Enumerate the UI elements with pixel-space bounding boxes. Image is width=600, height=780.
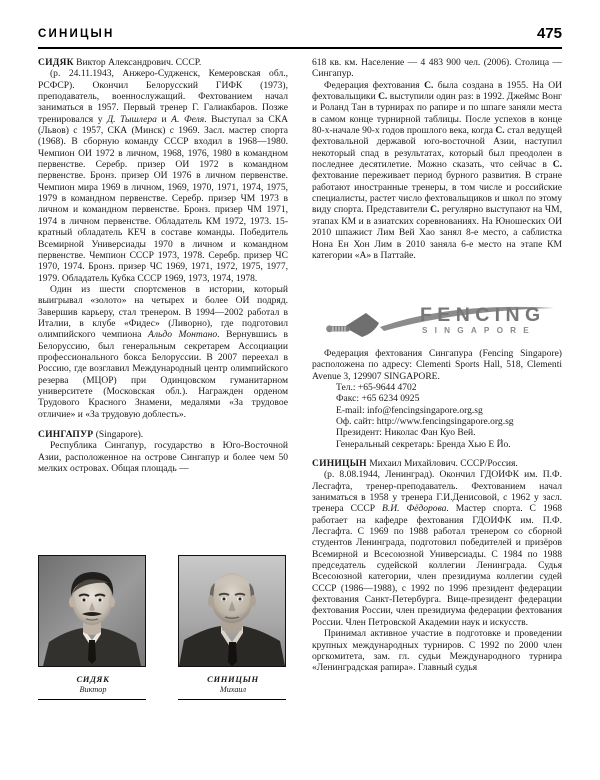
entry-sinitsyn-paragraph-2: Принимал активное участие в подготовке и проведении крупных международных турниров. С 1992 по 2000 член оргкомитета, зам. гл. судьи Международного турнира «Ленинградская рапира». Главный судья bbox=[312, 628, 562, 674]
portrait-caption-lastname: СИДЯК bbox=[76, 674, 110, 684]
running-head bbox=[38, 25, 562, 54]
singapore-federation-paragraph bbox=[312, 80, 562, 262]
entry-sidyak-headword-line bbox=[38, 57, 288, 68]
portrait-caption-rule bbox=[38, 699, 146, 700]
right-column-top bbox=[312, 57, 562, 289]
sg-abbrev-1: С. bbox=[424, 79, 434, 91]
portrait-sinitsyn bbox=[178, 555, 286, 667]
page-number: 475 bbox=[536, 25, 562, 42]
contact-website[interactable]: Оф. сайт: http://www.fencingsingapore.org.sg bbox=[336, 416, 514, 428]
entry-singapore-body: Республика Сингапур, государство в Юго-Восточной Азии, расположенное на острове Сингапур и более чем 50 мелких островах. Общая площадь — bbox=[38, 440, 288, 475]
portrait-caption-rule bbox=[178, 699, 286, 700]
portrait-sidyak-image bbox=[39, 556, 145, 666]
contact-phone: Тел.: +65-9644 4702 bbox=[336, 382, 417, 394]
entry-sidyak-coach-2: А. Феля bbox=[171, 113, 205, 125]
entry-sinitsyn-coach: В.И. Фёдорова bbox=[382, 503, 447, 515]
entry-sinitsyn-body-part2: . Мастер спорта. С 1968 работает на кафедре фехтования ГДОИФК им. П.Ф. Лесгафта. С 1969 по 1988 работал тренером со сборной студентов Ленинграда, подготовил победителей и призёров Всемирной и Всесоюзной Универсиады. С 1984 по 1988 председатель судейской коллегии Ленинграда. Судья Всесоюзной категории, член президиума коллегии судей СССР (1986—1988), с 1992 по 1996 президент федерации фехтования Санкт-Петербурга. Вице-президент федерации фехтования России, член президиума федерации фехтования России. Член Петровской Академии наук и искусств. bbox=[312, 503, 562, 628]
portrait-caption-lastname: СИНИЦЫН bbox=[207, 674, 259, 684]
entry-sinitsyn-headword-line bbox=[312, 458, 562, 469]
right-column-entry-sinitsyn bbox=[312, 458, 562, 674]
portrait-sinitsyn-image bbox=[179, 556, 285, 666]
sg-p2-c: выступили один раз: в 1992. Джеймс Вонг и Роланд Тан в турнирах по рапире и по шпаге заняли места в самом конце турнирной таблицы. После успехов в конце 80-х-начале 90-х годов прошлого века, когда bbox=[312, 91, 562, 137]
entry-singapore-headword: СИНГАПУР bbox=[38, 429, 94, 440]
entry-sinitsyn-body-part1: (р. 8.08.1944, Ленинград). Окончил ГДОИФК им. П.Ф. Лесгафта, тренер-преподаватель. Фехтованием начал заниматься в 1958 у тренера Г.И.Денисовой, с 1962 у засл. тренера СССР bbox=[312, 469, 562, 515]
entry-sidyak-p2-part2: . Вернувшись в Белоруссию, был генеральным секретарем Ассоциации профессионального бокса Белоруссии. В 2007 переехал в Россию, где возглавил Международный центр олимпийского резерва (МЦОР) при Одинцовском гуманитарном университете (Московская обл.). Награжден орденом Трудового Красного Знамени, медалями «За трудовое отличие» и «За трудовую доблесть». bbox=[38, 329, 288, 420]
federation-address: Федерация фехтования Сингапура (Fencing Singapore) расположена по адресу: Clementi Sports Hall, 518, Clementi Avenue 3, 129907 SINGAPORE. bbox=[312, 348, 562, 382]
portrait-cell-sinitsyn bbox=[178, 555, 288, 700]
entry-sidyak-p2-part1: Один из шести спортсменов в истории, который выигрывал «золото» на четырех и более ОИ подряд. Завершив карьеру, стал тренером. В 1994—2002 работал в Италии, в клубе «Фидес» (Ливорно), где подготовил олимпийского чемпиона bbox=[38, 283, 288, 341]
entry-sidyak-body-part1: (р. 24.11.1943, Анжеро-Судженск, Кемеровская обл., РСФСР). Окончил Белорусский ГИФК (1973), преподаватель, военнослужащий. Фехтованием начал заниматься в 1957. Первый тренер Г. Галиакбаров. Позже тренировался у bbox=[38, 68, 288, 125]
sg-abbrev-5: С. bbox=[430, 204, 440, 216]
fencing-singapore-logo bbox=[322, 297, 562, 345]
entry-sidyak-p2-athlete: Альдо Монтано bbox=[148, 329, 218, 341]
portrait-caption-firstname: Виктор bbox=[79, 684, 107, 694]
entry-sidyak-headword: СИДЯК bbox=[38, 57, 74, 68]
singapore-continuation: 618 кв. км. Население — 4 483 900 чел. (2006). Столица — Сингапур. bbox=[312, 57, 562, 80]
logo-wordmark: FENCING bbox=[420, 304, 546, 326]
entry-singapore-headword-rest: (Singapore). bbox=[93, 429, 144, 440]
entry-sinitsyn-body bbox=[312, 469, 562, 628]
entry-sidyak-body-part2: . Выступал за СКА (Львов) с 1957, СКА (Минск) с 1969. Засл. мастер спорта (1968). В сборную команду СССР входил в 1968—1980. Чемпион ОИ 1972 в личном, 1968, 1976, 1980 в командном первенстве. Серебр. призер ОИ 1972 в командном первенстве. Бронз. призер ОИ 1976 в личном первенстве. Чемпион мира 1969 в личном, 1969, 1970, 1971, 1974, 1975, 1979 в командном первенстве. Серебр. призер ЧМ 1973 в личном и командном первенстве. Бронз. призер ЧМ 1971, 1974 в личном первенстве. Обладатель КМ 1972, 1973. 15-кратный обладатель КЕЧ в составе команды. Победитель Всемирной Универсиады 1970 в личном и командном первенстве. Чемпион СССР 1973, 1978. Серебр. призер ЧС 1970, 1974. Бронз. призер ЧС 1969, 1971, 1972, 1975, 1977, 1979. Обладатель Кубка СССР 1969, 1973, 1974, 1978. bbox=[38, 113, 288, 284]
header-divider bbox=[38, 47, 562, 49]
portrait-caption-sidyak bbox=[38, 674, 148, 695]
entry-sinitsyn-headword-rest: Михаил Михайлович. СССР/Россия. bbox=[366, 458, 518, 469]
sg-p2-b: была создана в 1955. На ОИ фехтовальщики bbox=[312, 79, 562, 103]
entry-sidyak-headword-rest: Виктор Александрович. СССР. bbox=[73, 57, 202, 68]
contact-email[interactable]: E-mail: info@fencingsingapore.org.sg bbox=[336, 404, 483, 416]
sg-p2-e: фехтование переживает период бурного развития. В стране работают иностранные тренеры, в том числе и российские специалисты, растет число фехтовальщиков и школ по этому виду спорта. Представители bbox=[312, 170, 562, 216]
portrait-caption-firstname: Михаил bbox=[219, 684, 247, 694]
right-column-contacts bbox=[312, 348, 562, 450]
sg-abbrev-3: С. bbox=[495, 125, 505, 137]
portrait-caption-sinitsyn bbox=[178, 674, 288, 695]
entry-sidyak-coach-1: Д. Тышлера bbox=[107, 113, 157, 125]
portrait-sidyak bbox=[38, 555, 146, 667]
logo-subtitle: SINGAPORE bbox=[422, 326, 536, 335]
left-column bbox=[38, 57, 288, 474]
sg-abbrev-4: С. bbox=[552, 159, 562, 171]
entry-singapore-headword-line bbox=[38, 429, 288, 440]
entry-sidyak-body bbox=[38, 68, 288, 284]
sg-abbrev-2: С. bbox=[378, 91, 388, 103]
portrait-cell-sidyak bbox=[38, 555, 148, 700]
contact-secretary-general: Генеральный секретарь: Бренда Хью Е Йо. bbox=[336, 438, 511, 450]
sg-p2-f: регулярно выступают на ЧМ, этапах КМ и в азиатских соревнованиях. На Юношеских ОИ 2010 шпажист Лим Вей Хао занял 8-е место, а саблистка Нона Ен Хон Лим в 2010 заняла 6-е место на этапе КМ категории «А» в Паттайе. bbox=[312, 204, 562, 261]
entry-sidyak-body-mid: и bbox=[156, 113, 172, 125]
sg-p2-d: стал ведущей фехтовальной державой юго-восточной Азии, наступил некоторый спад в результатах, который был преодолен в последнее десятилетие. Можно сказать, что сейчас в bbox=[312, 125, 562, 171]
contact-president: Президент: Николас Фан Куо Вей. bbox=[336, 427, 476, 439]
sg-p2-a: Федерация фехтования bbox=[324, 79, 425, 91]
contact-fax: Факс: +65 6234 0925 bbox=[336, 393, 420, 405]
running-head-title: СИНИЦЫН bbox=[38, 28, 115, 40]
entry-sinitsyn-headword: СИНИЦЫН bbox=[312, 458, 367, 469]
entry-sidyak-paragraph-2 bbox=[38, 284, 288, 420]
portrait-gallery bbox=[38, 555, 288, 700]
